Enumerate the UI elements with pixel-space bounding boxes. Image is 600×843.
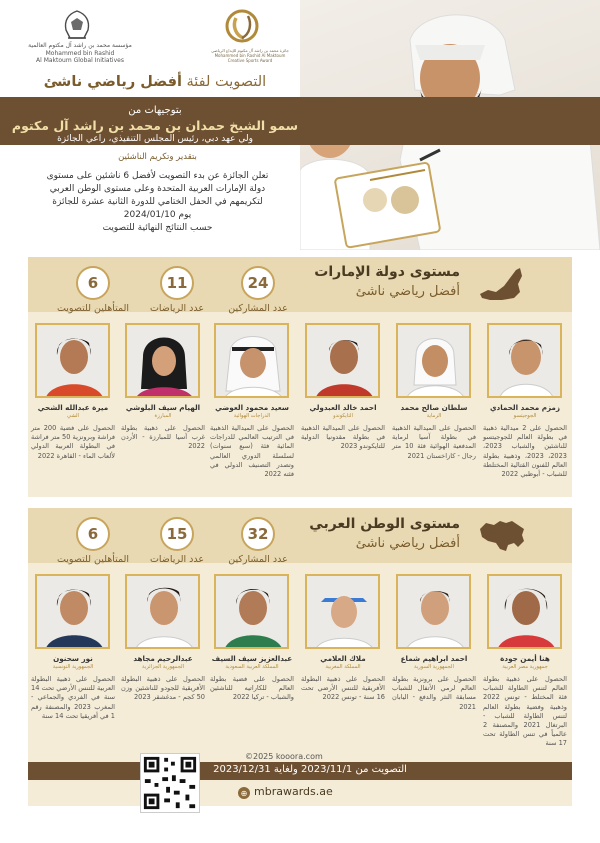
candidate-photo[interactable] xyxy=(305,574,380,649)
candidate-achievement: الحصول على ذهبية البطولة الأفريقية للتنس الأرضي تحت 16 سنة - تونس 2022 xyxy=(301,675,385,702)
candidate-photo[interactable] xyxy=(214,574,289,649)
candidate-name: سعيد محمود العوضي xyxy=(215,403,289,412)
arab-section-subtitle: أفضل رياضي ناشئ xyxy=(355,536,460,551)
candidate-photo[interactable] xyxy=(487,323,562,398)
portrait xyxy=(398,576,471,649)
candidate-photo[interactable] xyxy=(125,574,200,649)
candidate-country: الجمهورية الجزائرية xyxy=(141,664,185,670)
candidate-achievement: الحصول على فضية بطولة العالم للكاراتيه للناشئين والشباب - تركيا 2022 xyxy=(210,675,294,702)
arab-sports-count: 15 xyxy=(160,517,194,551)
candidate-name: عبدالرحيم مجاهد xyxy=(133,654,193,663)
portrait xyxy=(489,576,562,649)
uae-map-icon xyxy=(478,264,526,304)
patron-band-header: بتوجيهات من xyxy=(128,105,182,116)
arab-section-title: مستوى الوطن العربي xyxy=(309,516,460,532)
candidate-country: الجمهورية التونسية xyxy=(52,664,94,670)
candidate-name: احمد ابراهيم شماع xyxy=(400,654,468,663)
candidate-sport: الرماية xyxy=(426,413,442,419)
uae-sports-count: 11 xyxy=(160,266,194,300)
candidate-name: احمد خالد العبدولي xyxy=(309,403,377,412)
arab-sports-label: عدد الرياضات xyxy=(149,554,205,565)
uae-section-subtitle: أفضل رياضي ناشئ xyxy=(355,284,460,299)
portrait xyxy=(216,576,289,649)
candidate-sport: الجوجيتسو xyxy=(513,413,537,419)
candidate-achievement: الحصول على ذهبية بطولة غرب آسيا للمبارزة - الأردن 2022 xyxy=(121,424,205,451)
candidate-name: ميرة عبدالله الشحي xyxy=(37,403,109,412)
candidate-country: الجمهورية السورية xyxy=(414,664,454,670)
arab-qualified-label: المتأهلين للتصويت xyxy=(56,554,130,565)
uae-participants-count: 24 xyxy=(241,266,275,300)
arab-world-map-icon xyxy=(478,515,526,555)
portrait xyxy=(127,325,200,398)
copyright-text: ©2025 kooora.com xyxy=(245,752,323,761)
website-link[interactable]: mbrawards.ae xyxy=(254,785,333,798)
qr-code-icon[interactable] xyxy=(140,753,200,813)
candidate-country: جمهورية مصر العربية xyxy=(502,664,548,670)
candidate-country: المملكة المغربية xyxy=(325,664,361,670)
foundation-logo-text: مؤسسة محمد بن راشد آل مكتوم العالمية Mohammed bin Rashid Al Maktoum Global Initiatives xyxy=(28,42,132,64)
portrait xyxy=(489,325,562,398)
candidate-sport: الشي xyxy=(67,413,79,419)
candidate-achievement: الحصول على فضية 200 متر فراشة وبرونزية 50 متر فراشة في البطولة العربية الدولي لألعاب الماء - القاهرة 2022 xyxy=(31,424,115,460)
candidate-name: ملاك العلامي xyxy=(320,654,366,663)
patron-role: ولي عهد دبي، رئيس المجلس التنفيذي، راعي الجائزة xyxy=(57,134,253,144)
candidate-achievement: الحصول على ذهبية البطولة الأفريقية للجودو للناشئين وزن 50 كجم - مدغشقر 2023 xyxy=(121,675,205,702)
globe-icon: ⊕ xyxy=(238,787,250,799)
candidate-photo[interactable] xyxy=(396,574,471,649)
candidate-photo[interactable] xyxy=(214,323,289,398)
portrait xyxy=(37,325,110,398)
foundation-emblem-icon xyxy=(58,8,96,42)
announcement-paragraph: تعلن الجائزة عن بدء التصويت لأفضل 6 ناشئين على مستوى دولة الإمارات العربية المتحدة وعلى مستوى الوطن العربي لتكريمهم في الحفل الختامي للدورة الثانية عشرة للجائزة يوم 2024/01/10 حسب النتائج النهائية للتصويت xyxy=(46,171,269,233)
candidate-sport: الدراجات الهوائية xyxy=(233,413,271,419)
candidate-achievement: الحصول على برونزية بطولة العالم لرمي الأتفال للشباب مسابقة النثر والدفع - اليابان 2021 xyxy=(392,675,476,711)
patron-name: سمو الشيخ حمدان بن محمد بن راشد آل مكتوم xyxy=(11,118,299,133)
arab-qualified-count: 6 xyxy=(76,517,110,551)
candidate-name: سلطان صالح محمد xyxy=(400,403,468,412)
candidate-achievement: الحصول على الميدالية الذهبية في بطولة آسيا لرماية المدفعية الهوائية فئة 10 متر رجال - كازاخستان 2021 xyxy=(392,424,476,460)
candidate-name: نور سحنون xyxy=(53,654,93,663)
candidate-sport: المبارزة xyxy=(154,413,172,419)
portrait xyxy=(37,576,110,649)
candidate-achievement: الحصول على 2 ميدالية ذهبية في بطولة العالم للجوجيتسو للناشئين والشباب 2023، 2023، 2023، وذهبية بطولة العالم للفنون القتالية المختلطة للشباب - أبوظبي 2022 xyxy=(483,424,567,479)
candidate-country: المملكة العربية السعودية xyxy=(225,664,279,670)
candidate-achievement: الحصول على ذهبية بطولة العالم لتنس الطاولة للشباب فئة المختلط - تونس 2022 وذهبية وفضية بطولة العالم لتنس الطاولة للشباب - البرتغال 2021 والمصنفة 2 عالمياً في تنس الطاولة تحت 17 سنة xyxy=(483,675,568,748)
award-logo-text: جائزة محمد بن راشد آل مكتوم للإبداع الرياضي Mohammed bin Rashid Al Maktoum Creative Sports Award xyxy=(211,48,289,63)
candidate-sport: التايكوندو xyxy=(333,413,353,419)
candidate-name: هنا أيمن جودة xyxy=(500,654,550,663)
candidate-photo[interactable] xyxy=(35,574,110,649)
uae-participants-label: عدد المشاركين xyxy=(228,303,288,314)
page-title: التصويت لفئة أفضل رياضي ناشئ xyxy=(43,74,267,90)
portrait xyxy=(127,576,200,649)
uae-qualified-label: المتأهلين للتصويت xyxy=(56,303,130,314)
uae-sports-label: عدد الرياضات xyxy=(149,303,205,314)
candidate-achievement: الحصول على الميدالية الذهبية في الترتيب العالمي للدراجات المائية فئة (سبع سنوات) لسلسلة الدوري العالمي وتصدر التصنيف الدولي في فئته 2022 xyxy=(210,424,294,479)
portrait xyxy=(216,325,289,398)
portrait xyxy=(398,325,471,398)
candidate-photo[interactable] xyxy=(487,574,562,649)
candidate-photo[interactable] xyxy=(125,323,200,398)
portrait xyxy=(307,325,380,398)
candidate-achievement: الحصول على ذهبية البطولة العربية للتنس الأرضي تحت 14 سنة في الفردي والجماعي - المغرب 2023 والمصنفة رقم 1 في أفريقيا تحت 14 سنة xyxy=(31,675,115,720)
candidate-name: عبدالعزيز سيف السيف xyxy=(211,654,293,663)
candidate-name: الهيام سيف البلوشي xyxy=(125,403,201,412)
intro-line: بتقدير وتكريم الناشئين xyxy=(118,152,197,162)
arab-participants-label: عدد المشاركين xyxy=(228,554,288,565)
arab-participants-count: 32 xyxy=(241,517,275,551)
uae-qualified-count: 6 xyxy=(76,266,110,300)
candidate-name: زمزم محمد الحمادي xyxy=(489,403,561,412)
candidate-achievement: الحصول على الميدالية الذهبية في بطولة مقدونيا الدولية للتايكوندو 2023 xyxy=(301,424,385,451)
uae-section-title: مستوى دولة الإمارات xyxy=(314,264,460,280)
portrait xyxy=(307,576,380,649)
candidate-photo[interactable] xyxy=(35,323,110,398)
candidate-photo[interactable] xyxy=(396,323,471,398)
vote-period-text: التصويت من 2023/11/1 ولغاية 2023/12/31 xyxy=(213,764,407,775)
candidate-photo[interactable] xyxy=(305,323,380,398)
